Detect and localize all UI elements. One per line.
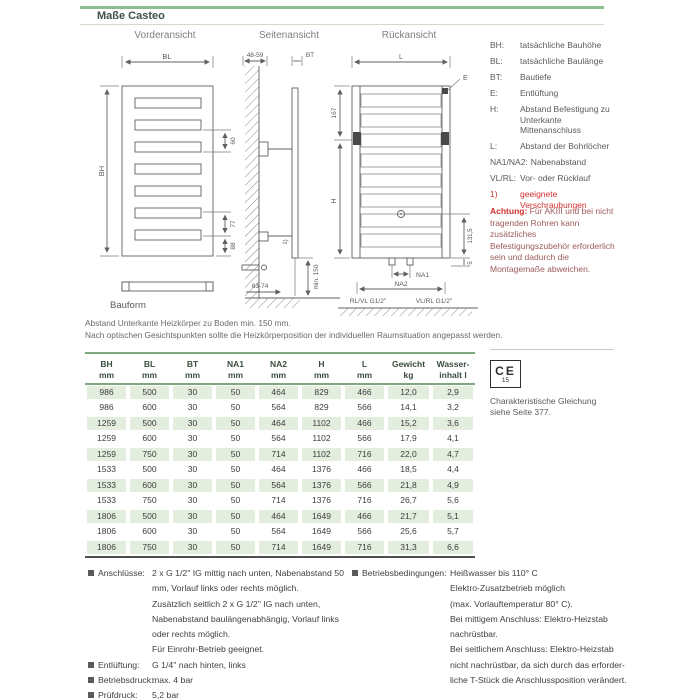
rear-view-drawing [330,46,485,316]
table-cell: 30 [171,541,214,554]
spec-label: Entlüftung: [98,659,140,670]
table-row [85,540,475,556]
table-cell: 829 [300,386,343,399]
legend-item [490,88,614,99]
legend-desc: tatsächliche Baulänge [520,56,604,66]
spec-value-line: nachrüstbar. [450,629,498,640]
bullet-icon [88,692,94,698]
legend-desc: Nabenabstand [530,157,587,167]
table-cell: 600 [128,401,171,414]
specs-left [88,566,350,700]
table-cell: 500 [128,463,171,476]
dim-131-5-label: 131,5 [468,228,474,244]
table-row [85,509,475,525]
column-header [300,359,343,380]
table-row [85,524,475,540]
table-cell: 30 [171,448,214,461]
table-cell: 4,1 [431,432,475,445]
column-header-unit: mm [184,369,201,380]
table-bottom-rule [85,556,475,558]
legend-term: E: [490,88,499,98]
table-row [85,462,475,478]
vent-e-label: E [463,75,468,82]
legend-item [490,173,614,184]
table-row [85,431,475,447]
table-cell: 464 [257,510,300,523]
table-cell: 566 [343,525,386,538]
bauform-label: Bauform [110,300,146,311]
table-cell: 564 [257,432,300,445]
table-cell: 50 [214,401,257,414]
table-cell: 18,5 [386,463,431,476]
legend-item [490,104,614,136]
ce-note [490,396,620,418]
legend-item [490,72,614,83]
legend-desc: Bautiefe [520,72,552,82]
table-cell: 1102 [300,417,343,430]
table-cell: 1649 [300,510,343,523]
table-cell: 50 [214,386,257,399]
table-cell: 566 [343,401,386,414]
table-cell: 50 [214,479,257,492]
dim-48-59-label: 48-59 [246,52,264,59]
table-cell: 15,2 [386,417,431,430]
table-cell: 30 [171,479,214,492]
column-header [171,359,214,380]
column-header-name: Gewicht [391,359,426,369]
specs-right [352,566,627,688]
column-header-name: Wasser- [436,359,470,369]
table-cell: 30 [171,386,214,399]
legend-term: L: [490,141,498,151]
table-cell: 464 [257,386,300,399]
table-cell: 600 [128,432,171,445]
table-cell: 22,0 [386,448,431,461]
caption-rear-view: Rückansicht [381,30,437,41]
column-header-name: NA2 [269,359,287,369]
spec-value [152,566,350,658]
legend-item [490,141,614,152]
dim-min-150-label: min. 150 [313,264,320,290]
note-line: Abstand Unterkante Heizkörper zu Boden min. 150 mm. [85,318,291,328]
table-cell: 30 [171,432,214,445]
ce-note-line: Charakteristische Gleichung [490,396,597,406]
warning-text: Für AKIII und bei nicht tragenden Rohren kann zusätzliches Befestigungszubehör erforderlich sein und dadurch die Montagemaße abweichen. [490,206,615,274]
table-cell: 5,7 [431,525,475,538]
spec-value-line: Nabenabstand baulängenabhängig, Vorlauf links [152,613,339,624]
table-cell: 30 [171,525,214,538]
table-cell: 1102 [300,432,343,445]
legend-term: H: [490,104,499,114]
footnote-1-marker: 1) [283,239,289,245]
table-cell: 714 [257,494,300,507]
spec-value-line: max. 4 bar [152,675,194,686]
table-cell: 1806 [85,541,128,554]
spec-label: Anschlüsse: [98,568,145,578]
table-cell: 986 [85,386,128,399]
spec-label: Prüfdruck: [98,690,138,700]
spec-label: Betriebsdruck: [98,675,154,686]
table-cell: 26,7 [386,494,431,507]
drawing-notes [85,318,515,341]
ce-note-line: siehe Seite 377. [490,407,551,417]
column-header-unit: mm [141,369,158,380]
table-cell: 750 [128,448,171,461]
table-cell: 1376 [300,463,343,476]
dim-bt-label: BT [305,52,315,59]
bullet-icon [88,662,94,668]
spec-value-line: 2 x G 1/2" IG mittig nach unten, Nabenabstand 50 [152,568,344,578]
table-cell: 30 [171,510,214,523]
header-sub-rule [80,24,604,25]
table-cell: 3,2 [431,401,475,414]
page-title: Maße Casteo [97,10,165,22]
table-cell: 564 [257,525,300,538]
dim-bh-label: BH [97,165,106,177]
table-cell: 466 [343,417,386,430]
spec-value [152,658,350,673]
column-header [386,359,431,380]
connection-right-label: VL/RL G1/2" [415,298,453,305]
column-header [214,359,257,380]
dim-l-label: L [399,54,403,61]
spec-item [352,566,627,688]
legend-term: BH: [490,40,505,50]
legend-term: BT: [490,72,503,82]
spec-value-line: Elektro-Zusatzbetrieb möglich [450,583,565,594]
spec-value-line: Zusätzlich seitlich 2 x G 1/2" IG nach unten, [152,598,321,609]
table-cell: 1259 [85,432,128,445]
dim-na1-label: NA1 [416,272,430,279]
table-cell: 464 [257,417,300,430]
dim-167-label: 167 [331,107,338,119]
dim-88-label: 88 [230,242,237,250]
table-cell: 3,6 [431,417,475,430]
spec-value [450,566,627,688]
table-cell: 1806 [85,525,128,538]
table-cell: 21,7 [386,510,431,523]
table-cell: 5,1 [431,510,475,523]
table-cell: 30 [171,417,214,430]
dim-60-label: 60 [230,137,237,145]
column-header-unit: kg [403,369,414,380]
note-line: Nach optischen Gesichtspunkten sollte die Heizkörperposition der individuellen Raumsituation angepasst werden. [85,329,503,340]
table-cell: 1376 [300,494,343,507]
table-cell: 466 [343,386,386,399]
column-header-name: BL [143,359,156,369]
table-cell: 30 [171,463,214,476]
table-cell: 50 [214,494,257,507]
legend-item [490,157,614,168]
column-header [431,359,475,380]
table-cell: 6,6 [431,541,475,554]
table-cell: 50 [214,432,257,445]
spec-value-line: nicht nachrüstbar, da sich durch das erforder- [450,659,625,670]
legend-list [490,40,614,216]
legend-desc: geeignete Verschraubungen [520,189,587,210]
table-cell: 21,8 [386,479,431,492]
legend-term: NA1/NA2: [490,157,528,167]
dim-5-label: 5 [468,261,474,265]
table-cell: 500 [128,386,171,399]
table-cell: 4,9 [431,479,475,492]
table-cell: 716 [343,541,386,554]
table-cell: 50 [214,510,257,523]
legend-item [490,56,614,67]
dim-bl-label: BL [162,52,172,61]
legend-desc: Abstand Befestigung zu Unterkante Mittenanschluss [520,104,610,135]
table-cell: 566 [343,432,386,445]
header-accent-rule [80,6,604,9]
table-cell: 714 [257,541,300,554]
legend-desc: Entlüftung [520,88,559,98]
spec-value [152,688,350,700]
table-cell: 829 [300,401,343,414]
dim-h-label: H [331,198,338,204]
caption-front-view: Vorderansicht [134,30,196,41]
table-cell: 25,6 [386,525,431,538]
table-cell: 564 [257,479,300,492]
table-cell: 4,7 [431,448,475,461]
column-header-unit: inhalt l [439,369,467,380]
connection-left-label: RL/VL G1/2" [349,298,387,305]
spec-value-line: (max. Vorlauftemperatur 80° C). [450,598,573,609]
spec-item [88,658,350,673]
table-cell: 50 [214,541,257,554]
table-row [85,416,475,432]
warning-note [490,206,616,275]
column-header [85,359,128,380]
legend-item [490,40,614,51]
table-row [85,493,475,509]
spec-item [88,566,350,658]
table-cell: 31,3 [386,541,431,554]
table-cell: 4,4 [431,463,475,476]
table-cell: 750 [128,541,171,554]
table-cell: 17,9 [386,432,431,445]
column-header [128,359,171,380]
front-view-drawing [85,46,245,316]
table-cell: 50 [214,417,257,430]
table-cell: 464 [257,463,300,476]
column-header-name: BH [100,359,113,369]
table-cell: 2,9 [431,386,475,399]
spec-value-line: liche T-Stück die Anschlussposition verändert. [450,675,627,686]
table-cell: 1533 [85,479,128,492]
table-cell: 716 [343,448,386,461]
table-cell: 5,6 [431,494,475,507]
table-cell: 600 [128,525,171,538]
table-cell: 1102 [300,448,343,461]
table-cell: 1533 [85,463,128,476]
spec-label: Betriebsbedingungen: [362,568,447,578]
table-cell: 500 [128,417,171,430]
table-cell: 1259 [85,417,128,430]
spec-value-line: Bei seitlichem Anschluss: Elektro-Heizstab [450,644,614,655]
dimensions-table [85,352,475,558]
spec-item [88,688,350,700]
table-cell: 50 [214,448,257,461]
spec-value-line: 5,2 bar [152,690,180,700]
dim-77-label: 77 [230,220,237,228]
dim-na2-label: NA2 [394,281,408,288]
table-cell: 466 [343,463,386,476]
table-cell: 1259 [85,448,128,461]
table-row [85,447,475,463]
legend-term: BL: [490,56,503,66]
table-cell: 466 [343,510,386,523]
column-header-unit: mm [227,369,244,380]
column-header-name: BT [186,359,199,369]
column-header [257,359,300,380]
table-cell: 30 [171,401,214,414]
table-cell: 1649 [300,541,343,554]
table-cell: 600 [128,479,171,492]
spec-value [152,673,350,688]
ce-mark-box [490,360,521,388]
table-cell: 1649 [300,525,343,538]
ce-number: 15 [501,376,510,384]
column-header-unit: mm [270,369,287,380]
spec-value-line: oder rechts möglich. [152,629,231,640]
table-cell: 1533 [85,494,128,507]
column-header-unit: mm [98,369,115,380]
spec-item [88,673,350,688]
table-row [85,400,475,416]
table-cell: 50 [214,525,257,538]
legend-term: 1) [490,189,498,199]
table-cell: 564 [257,401,300,414]
warning-label: Achtung: [490,206,528,216]
table-cell: 500 [128,510,171,523]
table-cell: 12,0 [386,386,431,399]
spec-value-line: Für Einrohr-Betrieb geeignet. [152,644,265,655]
legend-desc: Vor- oder Rücklauf [520,173,591,183]
table-cell: 14,1 [386,401,431,414]
column-header-unit: mm [356,369,373,380]
spec-value-line: G 1/4" nach hinten, links [152,659,246,670]
table-cell: 30 [171,494,214,507]
column-header-name: L [361,359,368,369]
column-header-unit: mm [313,369,330,380]
column-header-name: H [318,359,325,369]
table-cell: 566 [343,479,386,492]
column-header [343,359,386,380]
legend-desc: Abstand der Bohrlöcher [520,141,610,151]
ce-divider-rule [490,349,614,350]
legend-term: VL/RL: [490,173,516,183]
ce-mark: CE [495,363,516,378]
bullet-icon [88,677,94,683]
table-cell: 1376 [300,479,343,492]
table-cell: 750 [128,494,171,507]
table-row [85,385,475,401]
bullet-icon [352,570,358,576]
column-header-name: NA1 [226,359,244,369]
table-cell: 986 [85,401,128,414]
table-cell: 716 [343,494,386,507]
table-body [85,385,475,556]
table-cell: 714 [257,448,300,461]
spec-value-line: mm, Vorlauf links oder rechts möglich. [152,583,299,594]
table-cell: 50 [214,463,257,476]
table-row [85,478,475,494]
caption-side-view: Seitenansicht [258,30,320,41]
bullet-icon [88,570,94,576]
table-cell: 1806 [85,510,128,523]
table-header-row [85,354,475,383]
spec-value-line: Heißwasser bis 110° C [450,568,538,578]
dim-63-74-label: 63-74 [251,283,269,290]
legend-desc: tatsächliche Bauhöhe [520,40,602,50]
spec-value-line: Bei mittigem Anschluss: Elektro-Heizstab [450,613,608,624]
